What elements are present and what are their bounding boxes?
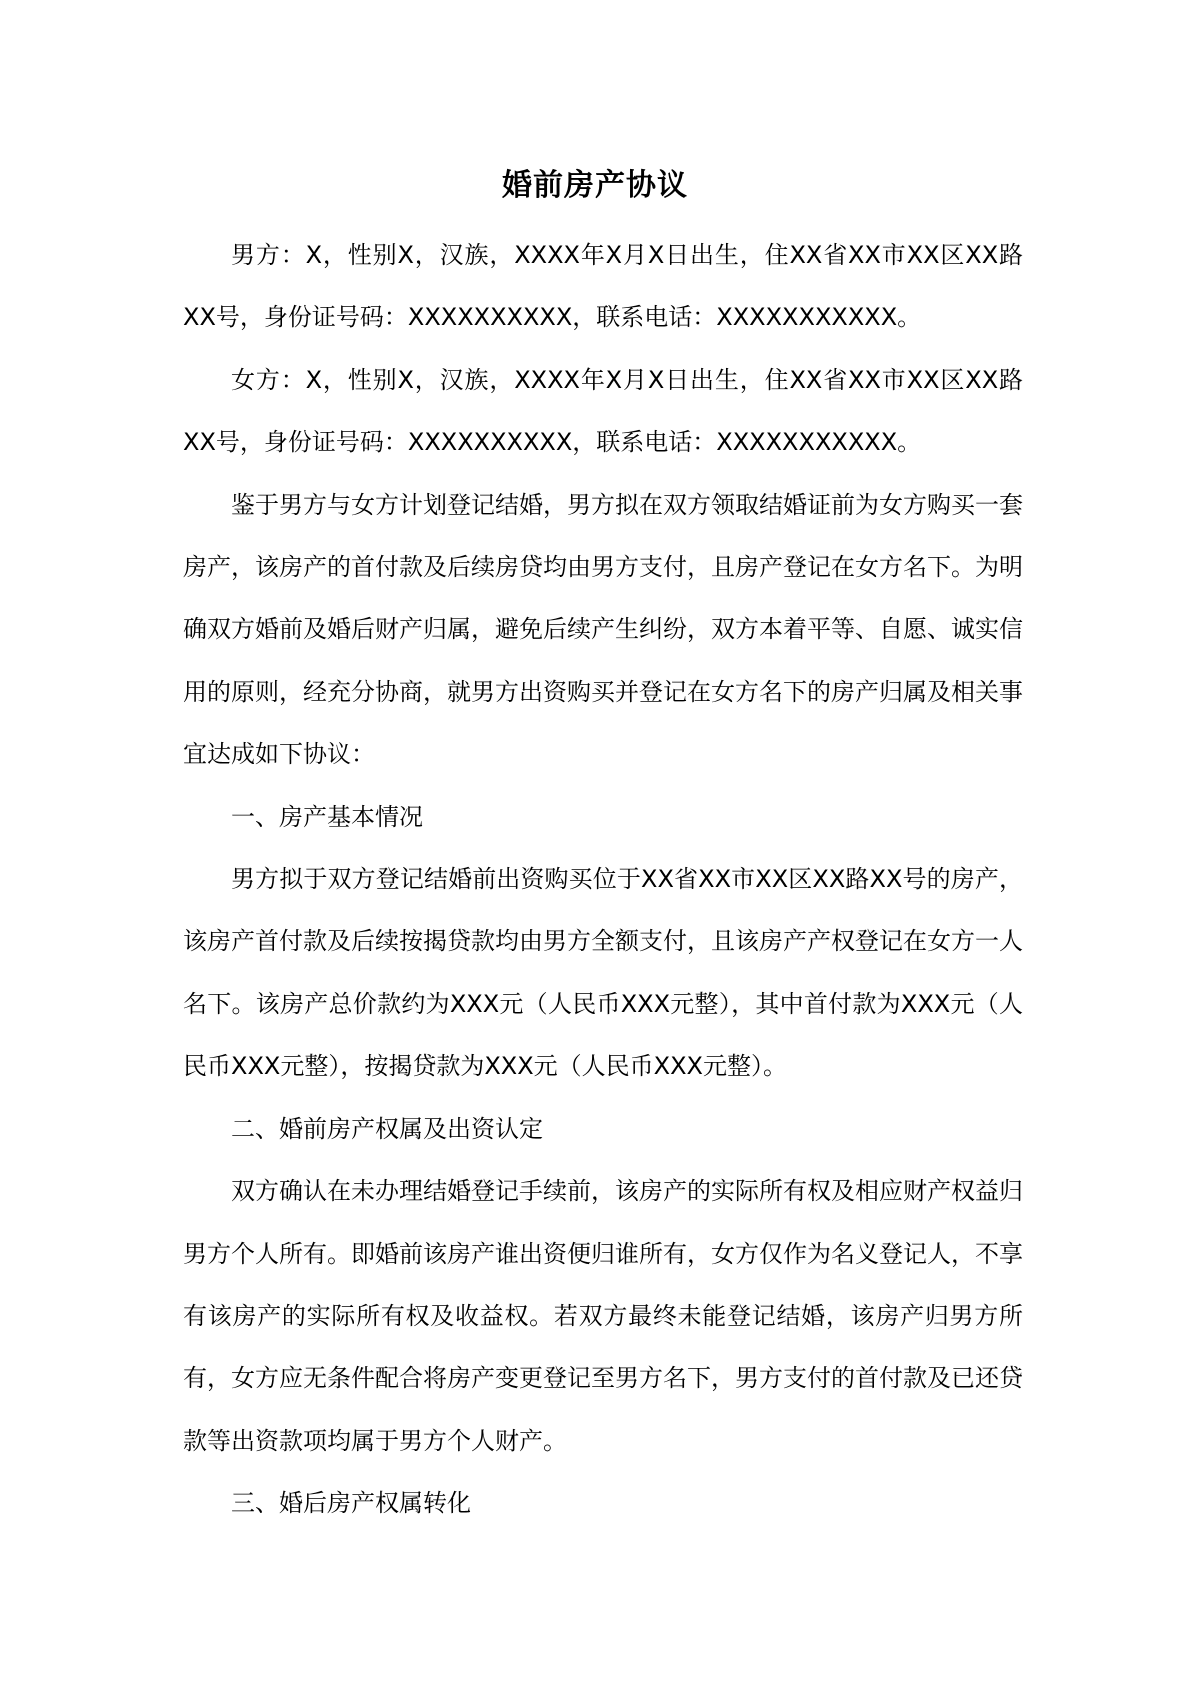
party-female-paragraph: 女方：X，性别X，汉族，XXXX年X月X日出生，住XX省XX市XX区XX路XX号，身份证号码：XXXXXXXXXX，联系电话：XXXXXXXXXXX。 <box>183 365 1023 457</box>
section-heading: 三、婚后房产权属转化 <box>231 1489 471 1518</box>
section-paragraph: 男方拟于双方登记结婚前出资购买位于XX省XX市XX区XX路XX号的房产，该房产首付款及后续按揭贷款均由男方全额支付，且该房产产权登记在女方一人名下。该房产总价款约为XXX元（人民币XXX元整），其中首付款为XXX元（人民币XXX元整），按揭贷款为XXX元（人民币XXX元整）。 <box>183 865 1023 1081</box>
party-male-paragraph: 男方：X，性别X，汉族，XXXX年X月X日出生，住XX省XX市XX区XX路XX号，身份证号码：XXXXXXXXXX，联系电话：XXXXXXXXXXX。 <box>183 241 1023 332</box>
document-title: 婚前房产协议 <box>502 168 688 203</box>
section-paragraph: 双方确认在未办理结婚登记手续前，该房产的实际所有权及相应财产权益归男方个人所有。即婚前该房产谁出资便归谁所有，女方仅作为名义登记人，不享有该房产的实际所有权及收益权。若双方最终未能登记结婚，该房产归男方所有，女方应无条件配合将房产变更登记至男方名下，男方支付的首付款及已还贷款等出资款项均属于男方个人财产。 <box>183 1177 1023 1455</box>
preamble-paragraph: 鉴于男方与女方计划登记结婚，男方拟在双方领取结婚证前为女方购买一套房产，该房产的首付款及后续房贷均由男方支付，且房产登记在女方名下。为明确双方婚前及婚后财产归属，避免后续产生纠纷，双方本着平等、自愿、诚实信用的原则，经充分协商，就男方出资购买并登记在女方名下的房产归属及相关事宜达成如下协议： <box>183 490 1023 769</box>
document-body <box>183 224 1023 1535</box>
section-heading: 二、婚前房产权属及出资认定 <box>231 1114 543 1143</box>
section-heading: 一、房产基本情况 <box>231 802 423 831</box>
